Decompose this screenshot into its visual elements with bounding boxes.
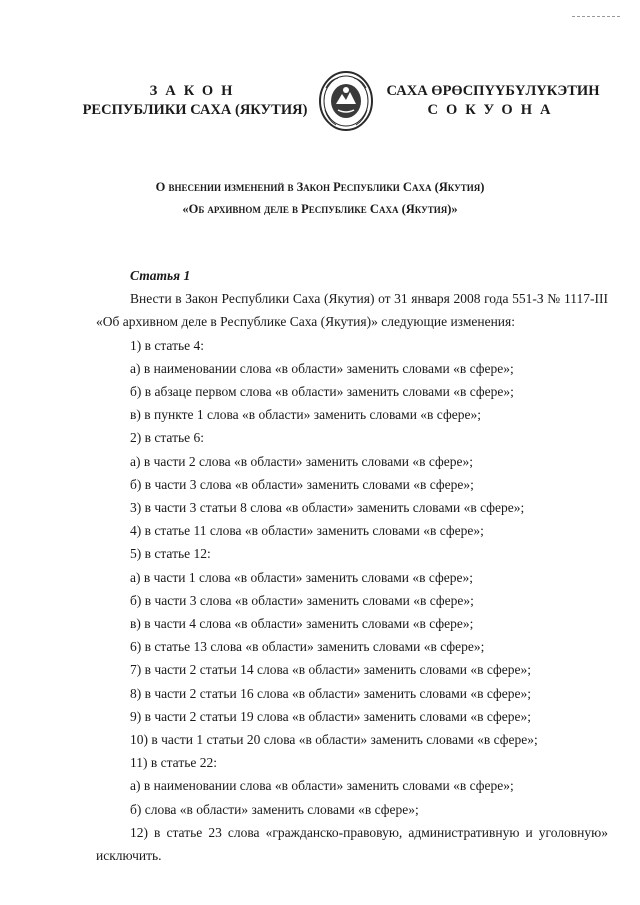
article-intro-line-1: Внести в Закон Республики Саха (Якутия) от 31 января 2008 года 551-З № 1117-III: [130, 291, 608, 307]
coat-of-arms-icon: [318, 70, 374, 132]
list-item: в) в части 4 слова «в области» заменить словами «в сфере»;: [130, 616, 474, 632]
document-body: [96, 264, 608, 867]
list-item: 7) в части 2 статьи 14 слова «в области» заменить словами «в сфере»;: [130, 662, 531, 678]
title-line-1: О внесении изменений в Закон Республики Саха (Якутия): [155, 180, 485, 194]
header-law-word: ЗАКОН: [149, 83, 241, 99]
last-item-line-1: 12) в статье 23 слова «гражданско-правовую, административную и уголовную»: [130, 824, 608, 840]
list-item: а) в части 2 слова «в области» заменить словами «в сфере»;: [130, 453, 473, 469]
list-item: б) в части 3 слова «в области» заменить словами «в сфере»;: [130, 476, 474, 492]
last-item-line-2: исключить.: [96, 848, 162, 864]
list-item: 2) в статье 6:: [130, 430, 204, 446]
title-line-2: «Об архивном деле в Республике Саха (Якутия)»: [182, 202, 458, 216]
scan-corner-mark: [572, 16, 620, 17]
list-item: 11) в статье 22:: [130, 755, 217, 771]
list-item: 8) в части 2 статьи 16 слова «в области» заменить словами «в сфере»;: [130, 685, 531, 701]
list-item: 4) в статье 11 слова «в области» заменить словами «в сфере»;: [130, 523, 484, 539]
list-item: 1) в статье 4:: [130, 337, 204, 353]
list-item: б) слова «в области» заменить словами «в сфере»;: [130, 801, 419, 817]
list-item: а) в наименовании слова «в области» заменить словами «в сфере»;: [130, 778, 514, 794]
header-republic-name: РЕСПУБЛИКИ САХА (ЯКУТИЯ): [82, 102, 308, 118]
header-sakha-law-word: СОКУОНА: [427, 102, 559, 118]
list-item: в) в пункте 1 слова «в области» заменить словами «в сфере»;: [130, 407, 481, 423]
list-item: б) в части 3 слова «в области» заменить словами «в сфере»;: [130, 592, 474, 608]
article-intro-line-2: «Об архивном деле в Республике Саха (Якутия)» следующие изменения:: [96, 314, 515, 330]
list-item: 5) в статье 12:: [130, 546, 211, 562]
list-item: а) в части 1 слова «в области» заменить словами «в сфере»;: [130, 569, 473, 585]
list-item: 3) в части 3 статьи 8 слова «в области» заменить словами «в сфере»;: [130, 500, 525, 516]
document-title: [0, 176, 640, 220]
header-russian: [80, 82, 310, 120]
list-item: б) в абзаце первом слова «в области» заменить словами «в сфере»;: [130, 384, 514, 400]
list-item: 9) в части 2 статьи 19 слова «в области» заменить словами «в сфере»;: [130, 708, 531, 724]
list-item: 6) в статье 13 слова «в области» заменить словами «в сфере»;: [130, 639, 485, 655]
header-sakha: [378, 82, 608, 120]
document-header: [0, 80, 640, 150]
header-sakha-republic: САХА ӨРӨСПҮҮБҮЛҮКЭТИН: [386, 83, 600, 99]
list-item: 10) в части 1 статьи 20 слова «в области» заменить словами «в сфере»;: [130, 732, 538, 748]
article-heading: Статья 1: [130, 268, 191, 283]
list-item: а) в наименовании слова «в области» заменить словами «в сфере»;: [130, 360, 514, 376]
